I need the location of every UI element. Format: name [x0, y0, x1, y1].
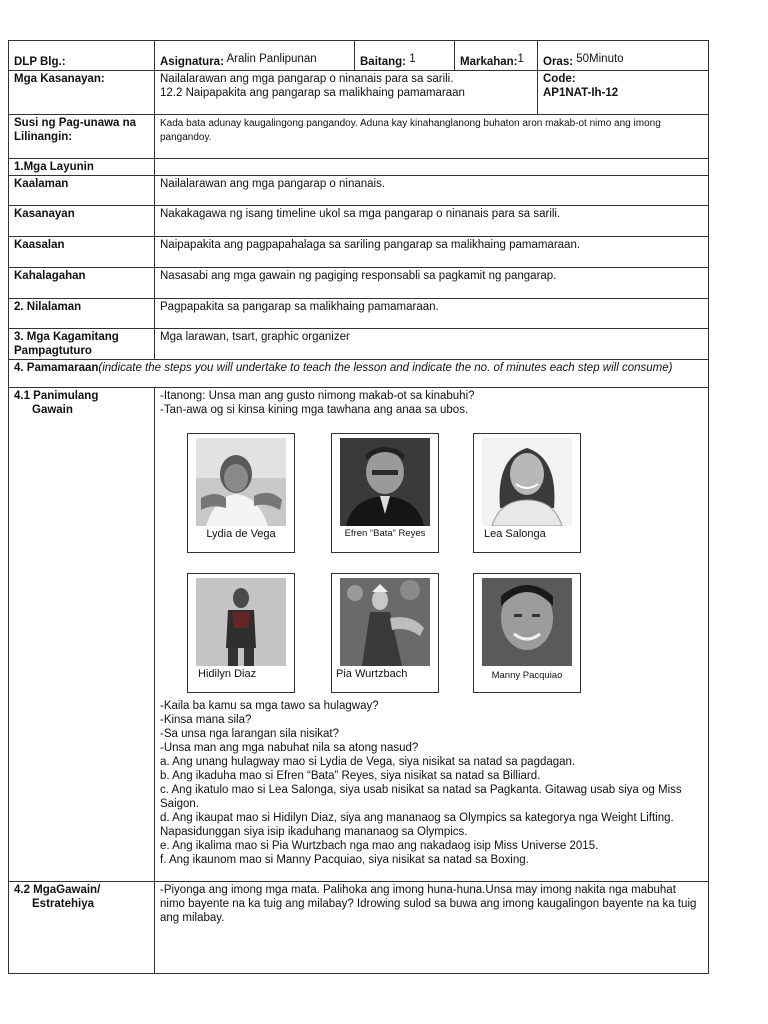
kasanayan-obj-label-cell	[9, 206, 155, 237]
portrait-image	[340, 438, 430, 526]
photo-caption: Pia Wurtzbach	[336, 668, 408, 680]
kahalagahan-text-cell	[155, 268, 709, 299]
susi-label: Susi ng Pag-unawa na Lilinangin:	[14, 117, 137, 143]
question-line: -Sa unsa nga larangan sila nisikat?	[160, 728, 340, 740]
kaasalan-label: Kaasalan	[14, 239, 65, 251]
kaalaman-text: Nailalarawan ang mga pangarap o ninanais.	[160, 178, 386, 190]
baitang-label: Baitang:	[360, 56, 406, 68]
panimulang-questions	[160, 699, 703, 867]
nilalaman-label: 2. Nilalaman	[14, 301, 82, 313]
kagamitan-text-cell	[155, 329, 709, 360]
photo-grid	[160, 423, 703, 693]
question-line: -Unsa man ang mga nabuhat nila sa atong nasud?	[160, 742, 419, 754]
kaalaman-label: Kaalaman	[14, 178, 69, 190]
kasanayan-label-cell	[9, 71, 155, 115]
susi-label-cell	[9, 115, 155, 159]
portrait-image	[196, 438, 286, 526]
photo-efren-reyes	[331, 433, 439, 553]
kagamitan-label-cell	[9, 329, 155, 360]
kaalaman-label-cell	[9, 176, 155, 206]
kasanayan-line1: Nailalarawan ang mga pangarap o ninanais para sa sarili.	[160, 73, 454, 85]
answer-line: a. Ang unang hulagway mao si Lydia de Vega, siya nisikat sa natad sa pagdagan.	[160, 756, 576, 768]
answer-line: e. Ang ikalima mao si Pia Wurtzbach nga mao ang nakadaog isip Miss Universe 2015.	[160, 840, 599, 852]
pamamaraan-note: (indicate the steps you will undertake to teach the lesson and indicate the no. of minutes each step will consume)	[98, 362, 673, 374]
kasanayan-text-cell	[155, 71, 538, 115]
layunin-label-cell	[9, 159, 155, 176]
photo-caption: Lea Salonga	[484, 528, 546, 540]
question-line: -Kinsa mana sila?	[160, 714, 252, 726]
panimulang-intro-1: -Itanong: Unsa man ang gusto nimong makab-ot sa kinabuhi?	[160, 390, 475, 402]
gawain-label-2: Estratehiya	[32, 898, 95, 910]
pamamaraan-label: 4. Pamamaraan	[14, 362, 99, 374]
gawain-label-cell	[9, 882, 155, 974]
panimulang-label-2: Gawain	[32, 404, 73, 416]
portrait-image	[482, 578, 572, 666]
panimulang-intro-2: -Tan-awa og si kinsa kining mga tawhana ang anaa sa ubos.	[160, 404, 469, 416]
answer-line: d. Ang ikaupat mao si Hidilyn Diaz, siya ang mananaog sa Olympics sa kategorya nga Weight Lifting. Napasidunggan siya isip ikaduhang mananaog sa Olympics.	[160, 812, 674, 838]
code-value: AP1NAT-Ih-12	[543, 87, 619, 99]
code-label: Code:	[543, 73, 576, 85]
photo-lea-salonga	[473, 433, 581, 553]
kasanayan-obj-text-cell	[155, 206, 709, 237]
kaasalan-text-cell	[155, 237, 709, 268]
nilalaman-text-cell	[155, 299, 709, 329]
panimulang-label-1: 4.1 Panimulang	[14, 390, 99, 402]
dlp-label: DLP Blg.:	[14, 56, 66, 68]
gawain-text-cell	[155, 882, 709, 974]
panimulang-content-cell	[155, 388, 709, 882]
photo-hidilyn-diaz	[187, 573, 295, 693]
answer-line: f. Ang ikaunom mao si Manny Pacquiao, siya nisikat sa natad sa Boxing.	[160, 854, 529, 866]
oras-label: Oras:	[543, 56, 574, 68]
kaalaman-text-cell	[155, 176, 709, 206]
nilalaman-label-cell	[9, 299, 155, 329]
kahalagahan-text: Nasasabi ang mga gawain ng pagiging responsabli sa pagkamit ng pangarap.	[160, 270, 557, 282]
kahalagahan-label-cell	[9, 268, 155, 299]
photo-pia-wurtzbach	[331, 573, 439, 693]
portrait-image	[482, 438, 572, 526]
question-line: -Kaila ba kamu sa mga tawo sa hulagway?	[160, 700, 379, 712]
kagamitan-text: Mga larawan, tsart, graphic organizer	[160, 331, 350, 343]
portrait-image	[196, 578, 286, 666]
oras-cell	[538, 41, 709, 71]
gawain-text: -Piyonga ang imong mga mata. Palihoka ang imong huna-huna.Unsa may imong nakita nga mabuhat nimo bayente na ka tuig ang milabay? Idrowing sulod sa buwa ang imong kaugalingon bayente na ka tuig ang milabay.	[160, 884, 697, 924]
pamamaraan-cell	[9, 360, 709, 388]
asignatura-cell	[155, 41, 355, 71]
asignatura-label: Asignatura:	[160, 56, 224, 68]
layunin-label: 1.Mga Layunin	[14, 161, 94, 173]
kasanayan-label: Mga Kasanayan:	[14, 73, 105, 85]
layunin-empty-cell	[155, 159, 709, 176]
kasanayan-line2: 12.2 Naipapakita ang pangarap sa malikhaing pamamaraan	[160, 87, 465, 99]
panimulang-label-cell	[9, 388, 155, 882]
photo-caption: Manny Pacquiao	[491, 670, 563, 681]
susi-text: Kada bata adunay kaugalingong pangandoy. Aduna kay kinahanglanong buhaton aron makab-ot nimo ang imong pangandoy.	[160, 118, 661, 143]
markahan-label: Markahan:	[460, 56, 518, 68]
gawain-label-1: 4.2 MgaGawain/	[14, 884, 101, 896]
lesson-plan-table	[8, 40, 709, 974]
code-cell	[538, 71, 709, 115]
photo-caption: Hidilyn Diaz	[198, 668, 257, 680]
kasanayan-obj-text: Nakakagawa ng isang timeline ukol sa mga pangarap o ninanais para sa sarili.	[160, 208, 561, 220]
dlp-cell	[9, 41, 155, 71]
answer-line: b. Ang ikaduha mao si Efren “Bata” Reyes, siya nisikat sa natad sa Billiard.	[160, 770, 541, 782]
kasanayan-obj-label: Kasanayan	[14, 208, 75, 220]
kaasalan-text: Naipapakita ang pagpapahalaga sa sariling pangarap sa malikhaing pamamaraan.	[160, 239, 581, 251]
photo-caption: Lydia de Vega	[206, 528, 276, 540]
photo-caption: Efren “Bata” Reyes	[344, 528, 426, 539]
oras-value: 50Minuto	[576, 53, 624, 65]
kaasalan-label-cell	[9, 237, 155, 268]
markahan-value: 1	[517, 53, 524, 65]
baitang-value: 1	[409, 53, 416, 65]
baitang-cell	[355, 41, 455, 71]
photo-manny-pacquiao	[473, 573, 581, 693]
kahalagahan-label: Kahalagahan	[14, 270, 86, 282]
answer-line: c. Ang ikatulo mao si Lea Salonga, siya usab nisikat sa natad sa Pagkanta. Gitawag usab siya og Miss Saigon.	[160, 784, 682, 810]
kagamitan-label: 3. Mga Kagamitang Pampagtuturo	[14, 331, 119, 357]
nilalaman-text: Pagpapakita sa pangarap sa malikhaing pamamaraan.	[160, 301, 439, 313]
susi-text-cell	[155, 115, 709, 159]
markahan-cell	[455, 41, 538, 71]
asignatura-value: Aralin Panlipunan	[226, 53, 317, 65]
photo-lydia-de-vega	[187, 433, 295, 553]
portrait-image	[340, 578, 430, 666]
